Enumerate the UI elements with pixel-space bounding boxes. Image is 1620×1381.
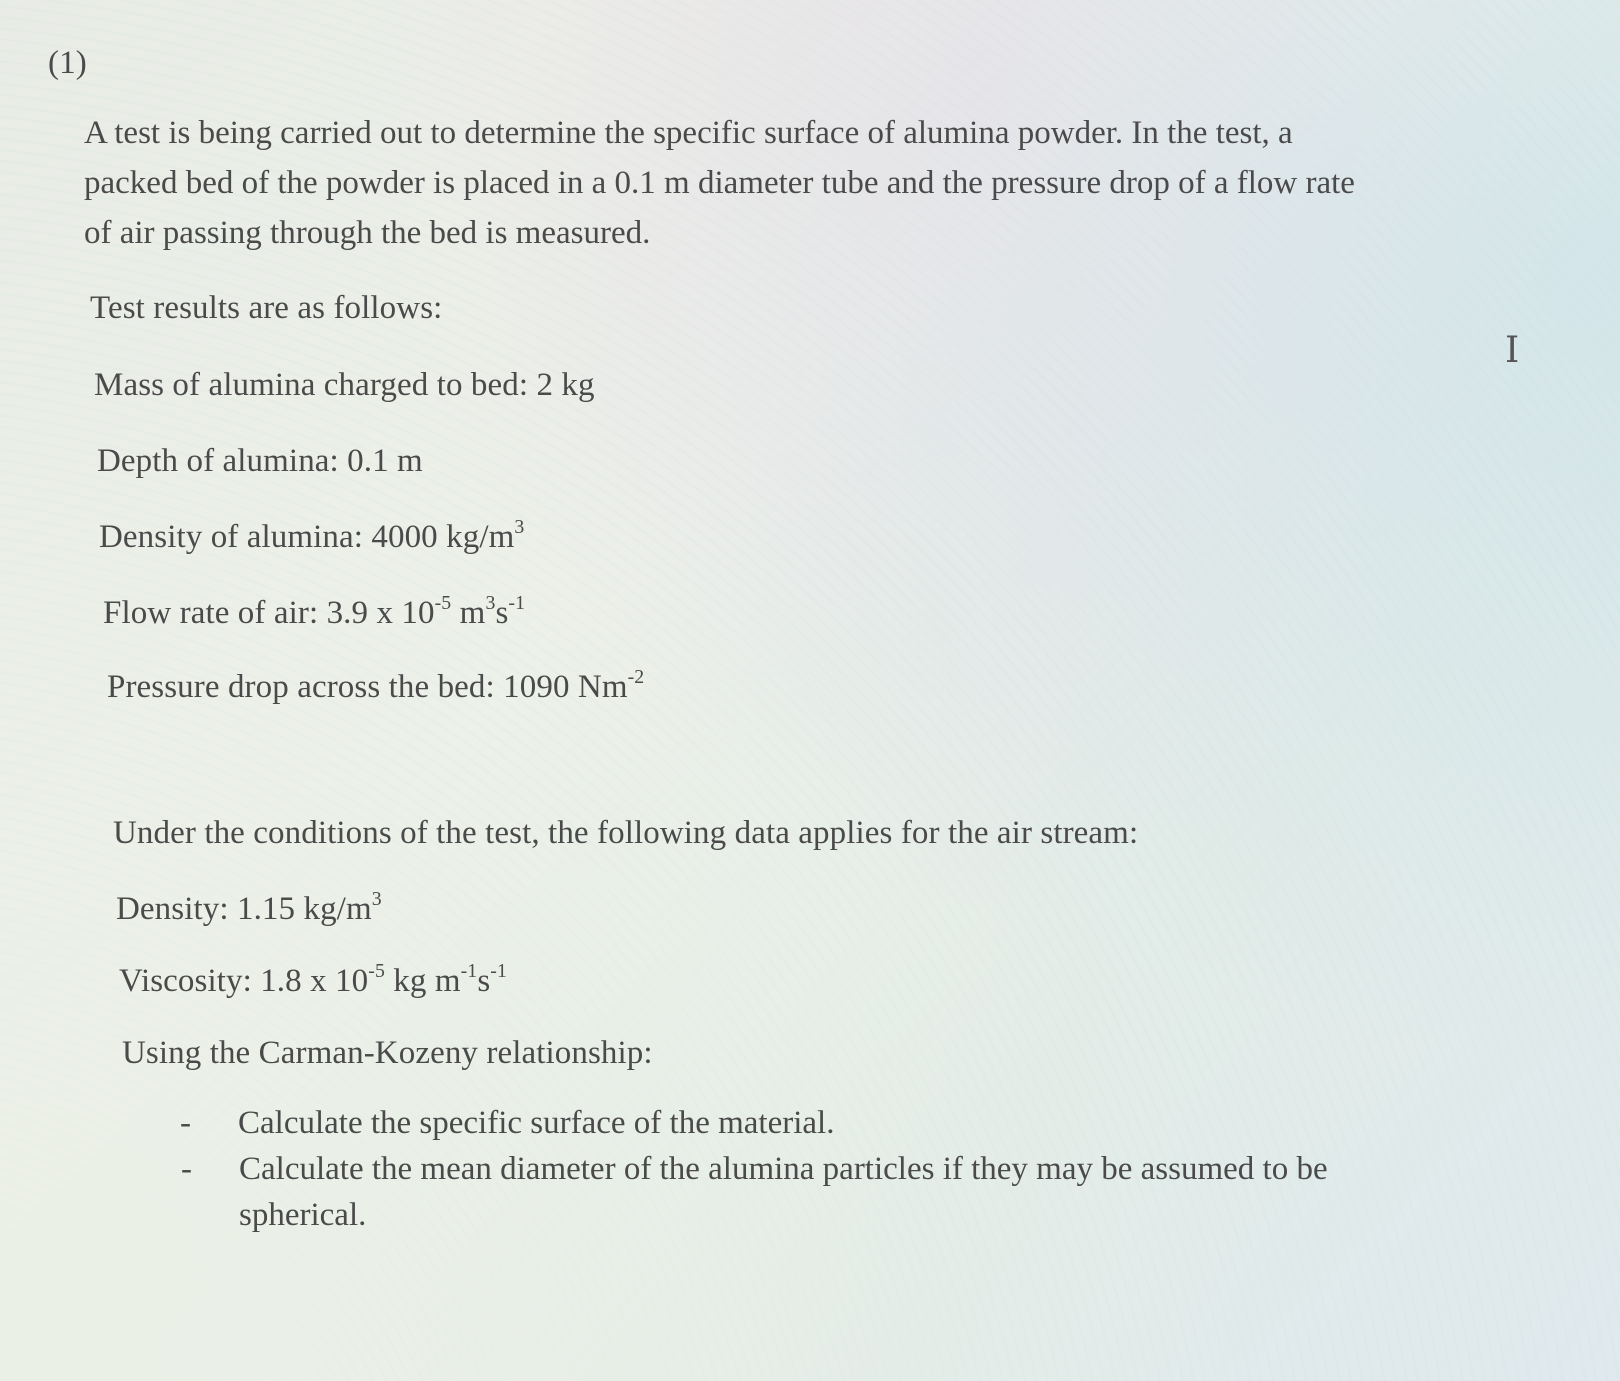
superscript: -5 — [434, 592, 452, 615]
flow-rate-unit: s — [495, 595, 509, 631]
dash-bullet: - — [180, 1105, 191, 1141]
superscript: -5 — [368, 960, 385, 983]
alumina-density-text: Density of alumina: 4000 kg/m — [99, 519, 515, 555]
task-text: Calculate the specific surface of the material. — [238, 1105, 835, 1141]
superscript: -2 — [627, 666, 645, 689]
viscosity-text: Viscosity: 1.8 x 10 — [119, 963, 369, 999]
flow-rate-line — [103, 590, 525, 638]
task-item — [180, 1100, 835, 1146]
pressure-drop-line — [107, 664, 644, 712]
superscript: -1 — [460, 960, 478, 983]
results-heading: Test results are as follows: — [90, 290, 443, 326]
intro-line: of air passing through the bed is measured. — [84, 215, 651, 251]
intro-paragraph — [84, 108, 1355, 258]
superscript: 3 — [485, 592, 496, 615]
pressure-drop-text: Pressure drop across the bed: 1090 Nm — [107, 669, 628, 705]
air-density-line — [116, 886, 382, 934]
superscript: -1 — [490, 960, 507, 983]
dash-bullet: - — [181, 1151, 192, 1187]
task-text: spherical. — [239, 1197, 367, 1233]
air-heading: Under the conditions of the test, the following data applies for the air stream: — [113, 815, 1139, 851]
method-line: Using the Carman-Kozeny relationship: — [122, 1035, 653, 1071]
viscosity-line — [119, 958, 507, 1006]
flow-rate-text: Flow rate of air: 3.9 x 10 — [103, 595, 435, 631]
superscript: 3 — [514, 516, 525, 539]
flow-rate-unit: m — [451, 595, 486, 631]
intro-line: A test is being carried out to determine the specific surface of alumina powder. In the test, a — [84, 115, 1293, 151]
superscript: 3 — [371, 888, 382, 911]
text-cursor-icon: I — [1505, 330, 1520, 371]
air-density-text: Density: 1.15 kg/m — [116, 891, 372, 927]
depth-line: Depth of alumina: 0.1 m — [97, 443, 423, 479]
superscript: -1 — [508, 592, 526, 615]
viscosity-unit: s — [477, 963, 491, 999]
question-number: (1) — [48, 45, 87, 81]
task-text: Calculate the mean diameter of the alumina particles if they may be assumed to be — [239, 1151, 1328, 1187]
viscosity-unit: kg m — [384, 963, 461, 999]
alumina-density-line — [99, 514, 524, 562]
task-item — [181, 1146, 1328, 1238]
intro-line: packed bed of the powder is placed in a 0.1 m diameter tube and the pressure drop of a flow rate — [84, 165, 1355, 201]
mass-line: Mass of alumina charged to bed: 2 kg — [94, 367, 595, 403]
